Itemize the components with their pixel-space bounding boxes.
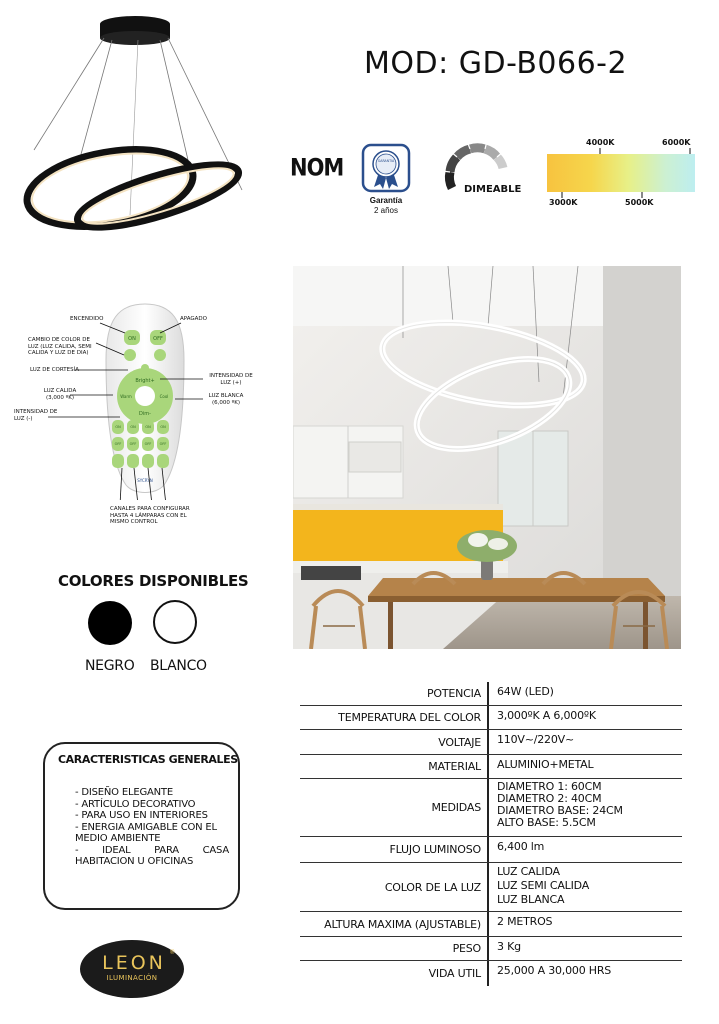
features-list xyxy=(75,787,229,868)
dimmer-label: DIMEABLE xyxy=(464,184,522,195)
temp-label-4000k: 4000K xyxy=(586,138,615,147)
spec-row-altura xyxy=(300,912,682,937)
spec-row-potencia xyxy=(300,682,682,706)
warranty-caption: Garantía 2 años xyxy=(369,196,403,215)
feature-item: HABITACION U OFICINAS xyxy=(75,856,194,867)
brand-subtitle: ILUMINACIÓN xyxy=(106,974,158,982)
svg-text:OFF: OFF xyxy=(114,442,122,446)
spec-label: VIDA UTIL xyxy=(300,961,489,986)
svg-text:ON: ON xyxy=(160,425,166,429)
color-label-white: BLANCO xyxy=(150,658,207,674)
spec-value: LUZ CALIDA LUZ SEMI CALIDA LUZ BLANCA xyxy=(497,865,590,906)
svg-text:Bright+: Bright+ xyxy=(135,378,155,384)
remote-label-intensity-down: INTENSIDAD DE LUZ (-) xyxy=(14,409,58,422)
spec-value: 110V~/220V~ xyxy=(497,733,574,746)
spec-label: MEDIDAS xyxy=(300,779,489,836)
feature-item: - PARA USO EN INTERIORES xyxy=(75,810,208,821)
svg-text:SYCRYN: SYCRYN xyxy=(137,478,153,483)
spec-label: TEMPERATURA DEL COLOR xyxy=(300,706,489,729)
spec-label: VOLTAJE xyxy=(300,730,489,754)
spec-row-color-luz xyxy=(300,863,682,912)
spec-value: ALUMINIO+METAL xyxy=(497,758,594,771)
spec-value: 3 Kg xyxy=(497,940,521,953)
spec-label: POTENCIA xyxy=(300,682,489,705)
color-temperature-bar xyxy=(547,154,695,192)
svg-text:ON: ON xyxy=(128,336,136,342)
brand-registered-mark: ® xyxy=(170,950,175,956)
room-photo xyxy=(293,266,681,649)
spec-value: 25,000 A 30,000 HRS xyxy=(497,964,612,977)
spec-row-peso xyxy=(300,937,682,961)
remote-label-courtesy: LUZ DE CORTESÍA xyxy=(30,367,79,373)
spec-label: COLOR DE LA LUZ xyxy=(300,863,489,911)
spec-row-medidas xyxy=(300,779,682,837)
spec-label: PESO xyxy=(300,937,489,960)
svg-text:ON: ON xyxy=(130,425,136,429)
colors-title: COLORES DISPONIBLES xyxy=(58,572,249,590)
spec-value: DIAMETRO 1: 60CM DIAMETRO 2: 40CM DIAMETRO BASE: 24CM ALTO BASE: 5.5CM xyxy=(497,780,623,829)
spec-value: 64W (LED) xyxy=(497,685,554,698)
feature-item: - ARTÍCULO DECORATIVO xyxy=(75,798,196,810)
specifications-table xyxy=(300,682,682,986)
spec-value: 6,400 lm xyxy=(497,840,545,853)
remote-label-white: LUZ BLANCA (6,000 ºK) xyxy=(208,393,244,406)
spec-row-temperatura xyxy=(300,706,682,730)
svg-text:Cool: Cool xyxy=(159,394,169,399)
color-swatch-black xyxy=(88,601,132,645)
svg-text:OFF: OFF xyxy=(129,442,137,446)
feature-item: - DISEÑO ELEGANTE xyxy=(75,787,173,798)
spec-label: MATERIAL xyxy=(300,755,489,778)
model-title: MOD: GD-B066-2 xyxy=(364,46,628,81)
svg-text:OFF: OFF xyxy=(159,442,167,446)
spec-label: ALTURA MAXIMA (AJUSTABLE) xyxy=(300,912,489,936)
remote-label-warm: LUZ CALIDA (3,000 ºK) xyxy=(43,388,77,401)
spec-label: FLUJO LUMINOSO xyxy=(300,837,489,862)
svg-text:ON: ON xyxy=(145,425,151,429)
svg-text:OFF: OFF xyxy=(153,336,163,342)
remote-label-channels: CANALES PARA CONFIGURAR HASTA 4 LÁMPARAS CON EL MISMO CONTROL xyxy=(110,506,190,525)
remote-label-on: ENCENDIDO xyxy=(70,316,104,322)
dimmer-icon xyxy=(440,142,520,206)
feature-item: - ENERGIA AMIGABLE CON EL xyxy=(75,821,217,833)
temp-label-3000k: 3000K xyxy=(549,198,578,207)
color-swatch-white xyxy=(153,600,197,644)
svg-text:OFF: OFF xyxy=(144,442,152,446)
nom-logo: NOM xyxy=(290,153,344,182)
spec-value: 2 METROS xyxy=(497,915,553,928)
color-label-black: NEGRO xyxy=(85,658,135,674)
svg-text:Warm: Warm xyxy=(120,394,132,399)
temp-label-6000k: 6000K xyxy=(662,138,691,147)
svg-text:ON: ON xyxy=(115,425,121,429)
spec-value: 3,000ºK A 6,000ºK xyxy=(497,709,596,722)
features-title: CARACTERISTICAS GENERALES xyxy=(58,753,238,766)
warranty-seal-icon xyxy=(360,142,412,194)
brand-name: LEON xyxy=(102,952,166,974)
spec-row-vida xyxy=(300,961,682,986)
remote-label-intensity-up: INTENSIDAD DE LUZ (+) xyxy=(209,373,253,386)
temp-label-5000k: 5000K xyxy=(625,198,654,207)
spec-row-voltaje xyxy=(300,730,682,755)
svg-text:Dim-: Dim- xyxy=(139,411,151,417)
svg-text:GARANTIA: GARANTIA xyxy=(377,159,395,163)
remote-label-off: APAGADO xyxy=(180,316,207,322)
lamp-black-image xyxy=(20,10,260,240)
spec-row-material xyxy=(300,755,682,779)
spec-row-flujo xyxy=(300,837,682,863)
feature-item: - IDEAL PARA CASA xyxy=(75,844,229,856)
remote-label-color-change: CAMBIO DE COLOR DE LUZ (LUZ CALIDA, SEMI CALIDA Y LUZ DE DIA) xyxy=(28,337,92,356)
feature-item: MEDIO AMBIENTE xyxy=(75,833,161,844)
